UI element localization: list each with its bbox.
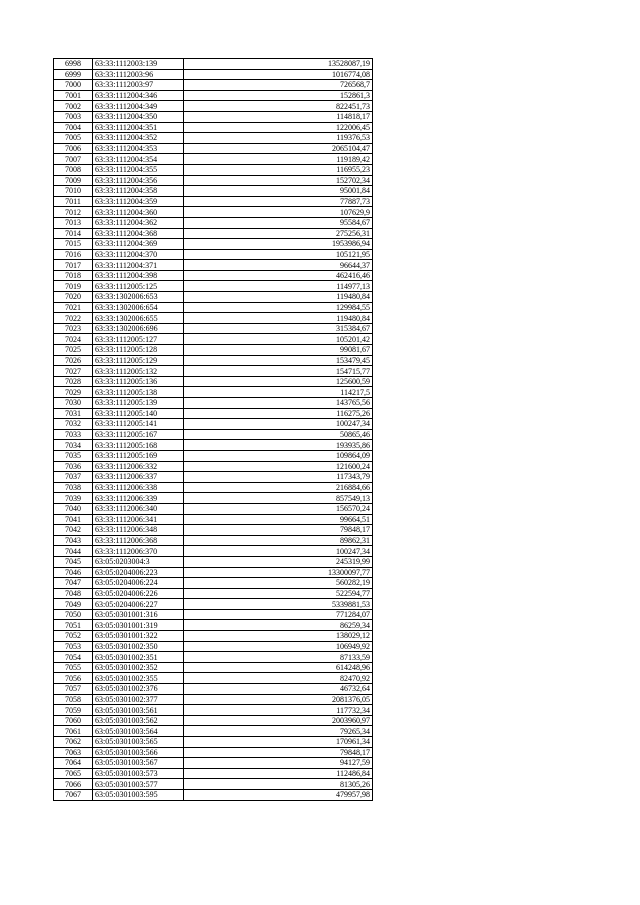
- row-number-cell: 7023: [54, 323, 93, 334]
- cadastral-number-cell: 63:33:1112004:398: [93, 270, 184, 281]
- value-cell: 96644,37: [184, 260, 373, 271]
- value-cell: 100247,34: [184, 419, 373, 430]
- table-row: [54, 715, 373, 726]
- table-row: [54, 59, 373, 70]
- table-row: [54, 514, 373, 525]
- table-row: [54, 789, 373, 800]
- table-row: [54, 345, 373, 356]
- table-row: [54, 482, 373, 493]
- row-number-cell: 7011: [54, 196, 93, 207]
- table-row: [54, 419, 373, 430]
- value-cell: 726568,7: [184, 80, 373, 91]
- value-cell: 87133,59: [184, 652, 373, 663]
- row-number-cell: 7065: [54, 768, 93, 779]
- row-number-cell: 7022: [54, 313, 93, 324]
- value-cell: 138029,12: [184, 631, 373, 642]
- row-number-cell: 7057: [54, 684, 93, 695]
- value-cell: 117732,34: [184, 705, 373, 716]
- value-cell: 5339881,53: [184, 599, 373, 610]
- cadastral-number-cell: 63:33:1112004:359: [93, 196, 184, 207]
- table-row: [54, 133, 373, 144]
- table-row: [54, 768, 373, 779]
- cadastral-number-cell: 63:05:0301003:565: [93, 737, 184, 748]
- table-row: [54, 440, 373, 451]
- row-number-cell: 7067: [54, 789, 93, 800]
- row-number-cell: 7042: [54, 525, 93, 536]
- value-cell: 99664,51: [184, 514, 373, 525]
- cadastral-number-cell: 63:33:1302006:655: [93, 313, 184, 324]
- row-number-cell: 7006: [54, 143, 93, 154]
- value-cell: 106949,92: [184, 641, 373, 652]
- cadastral-number-cell: 63:33:1112005:138: [93, 387, 184, 398]
- value-cell: 125600,59: [184, 376, 373, 387]
- table-row: [54, 599, 373, 610]
- value-cell: 79848,17: [184, 747, 373, 758]
- row-number-cell: 7002: [54, 101, 93, 112]
- row-number-cell: 7025: [54, 345, 93, 356]
- cadastral-number-cell: 63:33:1302006:654: [93, 302, 184, 313]
- value-cell: 129984,55: [184, 302, 373, 313]
- cadastral-number-cell: 63:33:1112006:337: [93, 472, 184, 483]
- value-cell: 522594,77: [184, 588, 373, 599]
- value-cell: 119376,53: [184, 133, 373, 144]
- cadastral-number-cell: 63:33:1112005:167: [93, 429, 184, 440]
- cadastral-number-cell: 63:05:0301002:352: [93, 662, 184, 673]
- cadastral-number-cell: 63:05:0301003:573: [93, 768, 184, 779]
- row-number-cell: 7009: [54, 175, 93, 186]
- cadastral-number-cell: 63:33:1112006:340: [93, 503, 184, 514]
- cadastral-number-cell: 63:33:1112003:139: [93, 59, 184, 70]
- cadastral-number-cell: 63:05:0204006:223: [93, 567, 184, 578]
- table-row: [54, 779, 373, 790]
- table-row: [54, 249, 373, 260]
- table-row: [54, 525, 373, 536]
- table-row: [54, 429, 373, 440]
- table-row: [54, 652, 373, 663]
- row-number-cell: 7019: [54, 281, 93, 292]
- value-cell: 2065104,47: [184, 143, 373, 154]
- table-row: [54, 472, 373, 483]
- cadastral-number-cell: 63:33:1112006:370: [93, 546, 184, 557]
- table-row: [54, 292, 373, 303]
- cadastral-number-cell: 63:33:1112005:141: [93, 419, 184, 430]
- value-cell: 2081376,05: [184, 694, 373, 705]
- value-cell: 822451,73: [184, 101, 373, 112]
- row-number-cell: 7062: [54, 737, 93, 748]
- table-row: [54, 217, 373, 228]
- value-cell: 105121,95: [184, 249, 373, 260]
- table-row: [54, 503, 373, 514]
- table-row: [54, 631, 373, 642]
- row-number-cell: 7014: [54, 228, 93, 239]
- cadastral-number-cell: 63:33:1112004:351: [93, 122, 184, 133]
- value-cell: 112486,84: [184, 768, 373, 779]
- row-number-cell: 7036: [54, 461, 93, 472]
- row-number-cell: 7041: [54, 514, 93, 525]
- cadastral-number-cell: 63:33:1112006:332: [93, 461, 184, 472]
- row-number-cell: 7030: [54, 398, 93, 409]
- value-cell: 105201,42: [184, 334, 373, 345]
- table-row: [54, 270, 373, 281]
- cadastral-number-cell: 63:33:1112004:356: [93, 175, 184, 186]
- table-row: [54, 239, 373, 250]
- cadastral-number-cell: 63:05:0301003:566: [93, 747, 184, 758]
- row-number-cell: 7066: [54, 779, 93, 790]
- value-cell: 100247,34: [184, 546, 373, 557]
- cadastral-number-cell: 63:33:1112005:168: [93, 440, 184, 451]
- value-cell: 95001,84: [184, 186, 373, 197]
- table-row: [54, 758, 373, 769]
- cadastral-number-cell: 63:33:1302006:653: [93, 292, 184, 303]
- value-cell: 560282,19: [184, 578, 373, 589]
- table-row: [54, 737, 373, 748]
- cadastral-number-cell: 63:33:1112005:139: [93, 398, 184, 409]
- table-row: [54, 164, 373, 175]
- cadastral-number-cell: 63:05:0301001:319: [93, 620, 184, 631]
- value-cell: 13300097,77: [184, 567, 373, 578]
- row-number-cell: 7064: [54, 758, 93, 769]
- row-number-cell: 7020: [54, 292, 93, 303]
- row-number-cell: 7024: [54, 334, 93, 345]
- row-number-cell: 6998: [54, 59, 93, 70]
- cadastral-number-cell: 63:05:0301001:322: [93, 631, 184, 642]
- value-cell: 79848,17: [184, 525, 373, 536]
- value-cell: 114818,17: [184, 111, 373, 122]
- table-row: [54, 578, 373, 589]
- cadastral-number-cell: 63:05:0301001:316: [93, 609, 184, 620]
- table-row: [54, 143, 373, 154]
- table-row: [54, 450, 373, 461]
- cadastral-value-table: [53, 58, 373, 801]
- row-number-cell: 7031: [54, 408, 93, 419]
- row-number-cell: 7058: [54, 694, 93, 705]
- table-row: [54, 313, 373, 324]
- value-cell: 116275,26: [184, 408, 373, 419]
- value-cell: 1016774,08: [184, 69, 373, 80]
- cadastral-number-cell: 63:33:1112005:129: [93, 355, 184, 366]
- row-number-cell: 7053: [54, 641, 93, 652]
- table-row: [54, 684, 373, 695]
- table-row: [54, 641, 373, 652]
- row-number-cell: 7007: [54, 154, 93, 165]
- cadastral-number-cell: 63:33:1112005:125: [93, 281, 184, 292]
- cadastral-number-cell: 63:33:1112004:353: [93, 143, 184, 154]
- cadastral-number-cell: 63:33:1112004:354: [93, 154, 184, 165]
- row-number-cell: 7063: [54, 747, 93, 758]
- cadastral-number-cell: 63:33:1302006:696: [93, 323, 184, 334]
- row-number-cell: 7013: [54, 217, 93, 228]
- table-row: [54, 408, 373, 419]
- table-row: [54, 376, 373, 387]
- row-number-cell: 7047: [54, 578, 93, 589]
- cadastral-number-cell: 63:05:0301002:376: [93, 684, 184, 695]
- row-number-cell: 7044: [54, 546, 93, 557]
- value-cell: 152702,34: [184, 175, 373, 186]
- value-cell: 119480,84: [184, 313, 373, 324]
- cadastral-number-cell: 63:33:1112004:358: [93, 186, 184, 197]
- row-number-cell: 7052: [54, 631, 93, 642]
- row-number-cell: 7061: [54, 726, 93, 737]
- table-row: [54, 196, 373, 207]
- value-cell: 614248,96: [184, 662, 373, 673]
- table-row: [54, 673, 373, 684]
- row-number-cell: 7010: [54, 186, 93, 197]
- cadastral-number-cell: 63:33:1112004:349: [93, 101, 184, 112]
- cadastral-number-cell: 63:05:0301003:562: [93, 715, 184, 726]
- cadastral-number-cell: 63:05:0204006:224: [93, 578, 184, 589]
- value-cell: 50865,46: [184, 429, 373, 440]
- cadastral-number-cell: 63:33:1112006:338: [93, 482, 184, 493]
- value-cell: 857549,13: [184, 493, 373, 504]
- cadastral-number-cell: 63:33:1112004:346: [93, 90, 184, 101]
- row-number-cell: 7021: [54, 302, 93, 313]
- row-number-cell: 7026: [54, 355, 93, 366]
- value-cell: 1953986,94: [184, 239, 373, 250]
- value-cell: 121600,24: [184, 461, 373, 472]
- value-cell: 156570,24: [184, 503, 373, 514]
- value-cell: 117343,79: [184, 472, 373, 483]
- value-cell: 46732,64: [184, 684, 373, 695]
- table-row: [54, 228, 373, 239]
- row-number-cell: 7048: [54, 588, 93, 599]
- value-cell: 152861,3: [184, 90, 373, 101]
- value-cell: 170961,34: [184, 737, 373, 748]
- cadastral-number-cell: 63:33:1112004:369: [93, 239, 184, 250]
- table-row: [54, 609, 373, 620]
- table-row: [54, 747, 373, 758]
- value-cell: 216884,66: [184, 482, 373, 493]
- row-number-cell: 7034: [54, 440, 93, 451]
- row-number-cell: 7012: [54, 207, 93, 218]
- table-row: [54, 69, 373, 80]
- cadastral-number-cell: 63:05:0301003:567: [93, 758, 184, 769]
- row-number-cell: 7059: [54, 705, 93, 716]
- value-cell: 95584,67: [184, 217, 373, 228]
- row-number-cell: 7060: [54, 715, 93, 726]
- table-row: [54, 90, 373, 101]
- value-cell: 114217,5: [184, 387, 373, 398]
- cadastral-number-cell: 63:05:0301003:595: [93, 789, 184, 800]
- row-number-cell: 7037: [54, 472, 93, 483]
- cadastral-number-cell: 63:33:1112006:368: [93, 535, 184, 546]
- row-number-cell: 7035: [54, 450, 93, 461]
- value-cell: 119480,84: [184, 292, 373, 303]
- table-row: [54, 662, 373, 673]
- value-cell: 79265,34: [184, 726, 373, 737]
- row-number-cell: 7038: [54, 482, 93, 493]
- row-number-cell: 6999: [54, 69, 93, 80]
- row-number-cell: 7028: [54, 376, 93, 387]
- cadastral-number-cell: 63:33:1112005:169: [93, 450, 184, 461]
- table-row: [54, 334, 373, 345]
- table-row: [54, 387, 373, 398]
- row-number-cell: 7049: [54, 599, 93, 610]
- row-number-cell: 7040: [54, 503, 93, 514]
- value-cell: 116955,23: [184, 164, 373, 175]
- cadastral-number-cell: 63:33:1112003:96: [93, 69, 184, 80]
- cadastral-number-cell: 63:05:0301002:377: [93, 694, 184, 705]
- table-row: [54, 546, 373, 557]
- value-cell: 82470,92: [184, 673, 373, 684]
- table-row: [54, 80, 373, 91]
- value-cell: 275256,31: [184, 228, 373, 239]
- cadastral-number-cell: 63:33:1112004:355: [93, 164, 184, 175]
- value-cell: 122006,45: [184, 122, 373, 133]
- row-number-cell: 7004: [54, 122, 93, 133]
- cadastral-number-cell: 63:05:0301002:355: [93, 673, 184, 684]
- table-row: [54, 556, 373, 567]
- cadastral-number-cell: 63:05:0301003:564: [93, 726, 184, 737]
- table-row: [54, 281, 373, 292]
- row-number-cell: 7032: [54, 419, 93, 430]
- cadastral-number-cell: 63:33:1112004:371: [93, 260, 184, 271]
- cadastral-number-cell: 63:33:1112005:127: [93, 334, 184, 345]
- cadastral-number-cell: 63:33:1112004:352: [93, 133, 184, 144]
- row-number-cell: 7000: [54, 80, 93, 91]
- value-cell: 153479,45: [184, 355, 373, 366]
- value-cell: 119189,42: [184, 154, 373, 165]
- cadastral-number-cell: 63:33:1112004:370: [93, 249, 184, 260]
- row-number-cell: 7003: [54, 111, 93, 122]
- cadastral-number-cell: 63:33:1112004:350: [93, 111, 184, 122]
- value-cell: 107629,9: [184, 207, 373, 218]
- table-row: [54, 154, 373, 165]
- row-number-cell: 7056: [54, 673, 93, 684]
- cadastral-number-cell: 63:05:0204006:226: [93, 588, 184, 599]
- row-number-cell: 7015: [54, 239, 93, 250]
- value-cell: 245319,99: [184, 556, 373, 567]
- cadastral-number-cell: 63:05:0301003:561: [93, 705, 184, 716]
- row-number-cell: 7018: [54, 270, 93, 281]
- value-cell: 81305,26: [184, 779, 373, 790]
- row-number-cell: 7029: [54, 387, 93, 398]
- table-row: [54, 122, 373, 133]
- table-row: [54, 111, 373, 122]
- table-row: [54, 323, 373, 334]
- cadastral-number-cell: 63:33:1112006:339: [93, 493, 184, 504]
- table-row: [54, 207, 373, 218]
- row-number-cell: 7033: [54, 429, 93, 440]
- value-cell: 77887,73: [184, 196, 373, 207]
- cadastral-number-cell: 63:33:1112005:132: [93, 366, 184, 377]
- row-number-cell: 7050: [54, 609, 93, 620]
- value-cell: 94127,59: [184, 758, 373, 769]
- table-body: [54, 59, 373, 801]
- table-row: [54, 588, 373, 599]
- row-number-cell: 7043: [54, 535, 93, 546]
- table-row: [54, 260, 373, 271]
- table-row: [54, 366, 373, 377]
- table-row: [54, 355, 373, 366]
- value-cell: 479957,98: [184, 789, 373, 800]
- table-row: [54, 493, 373, 504]
- table-row: [54, 175, 373, 186]
- cadastral-number-cell: 63:05:0301002:350: [93, 641, 184, 652]
- value-cell: 771284,07: [184, 609, 373, 620]
- row-number-cell: 7001: [54, 90, 93, 101]
- cadastral-number-cell: 63:33:1112005:128: [93, 345, 184, 356]
- table-row: [54, 567, 373, 578]
- row-number-cell: 7008: [54, 164, 93, 175]
- cadastral-number-cell: 63:33:1112005:140: [93, 408, 184, 419]
- cadastral-number-cell: 63:33:1112004:368: [93, 228, 184, 239]
- row-number-cell: 7039: [54, 493, 93, 504]
- table-row: [54, 694, 373, 705]
- value-cell: 89862,31: [184, 535, 373, 546]
- cadastral-number-cell: 63:05:0301002:351: [93, 652, 184, 663]
- value-cell: 143765,56: [184, 398, 373, 409]
- value-cell: 2003960,97: [184, 715, 373, 726]
- table-row: [54, 302, 373, 313]
- table-row: [54, 398, 373, 409]
- cadastral-number-cell: 63:33:1112005:136: [93, 376, 184, 387]
- table-row: [54, 726, 373, 737]
- table-row: [54, 101, 373, 112]
- row-number-cell: 7005: [54, 133, 93, 144]
- table-row: [54, 461, 373, 472]
- row-number-cell: 7016: [54, 249, 93, 260]
- cadastral-number-cell: 63:05:0204006:227: [93, 599, 184, 610]
- row-number-cell: 7046: [54, 567, 93, 578]
- value-cell: 154715,77: [184, 366, 373, 377]
- value-cell: 13528087,19: [184, 59, 373, 70]
- table-row: [54, 705, 373, 716]
- value-cell: 114977,13: [184, 281, 373, 292]
- value-cell: 193935,86: [184, 440, 373, 451]
- table-row: [54, 620, 373, 631]
- table-row: [54, 535, 373, 546]
- table-row: [54, 186, 373, 197]
- cadastral-number-cell: 63:33:1112006:341: [93, 514, 184, 525]
- value-cell: 99081,67: [184, 345, 373, 356]
- cadastral-number-cell: 63:05:0301003:577: [93, 779, 184, 790]
- value-cell: 86259,34: [184, 620, 373, 631]
- row-number-cell: 7045: [54, 556, 93, 567]
- row-number-cell: 7054: [54, 652, 93, 663]
- cadastral-number-cell: 63:33:1112003:97: [93, 80, 184, 91]
- cadastral-number-cell: 63:33:1112006:348: [93, 525, 184, 536]
- cadastral-number-cell: 63:05:0203004:3: [93, 556, 184, 567]
- value-cell: 109864,09: [184, 450, 373, 461]
- value-cell: 462416,46: [184, 270, 373, 281]
- cadastral-number-cell: 63:33:1112004:362: [93, 217, 184, 228]
- value-cell: 315384,67: [184, 323, 373, 334]
- row-number-cell: 7055: [54, 662, 93, 673]
- row-number-cell: 7017: [54, 260, 93, 271]
- row-number-cell: 7027: [54, 366, 93, 377]
- cadastral-number-cell: 63:33:1112004:360: [93, 207, 184, 218]
- row-number-cell: 7051: [54, 620, 93, 631]
